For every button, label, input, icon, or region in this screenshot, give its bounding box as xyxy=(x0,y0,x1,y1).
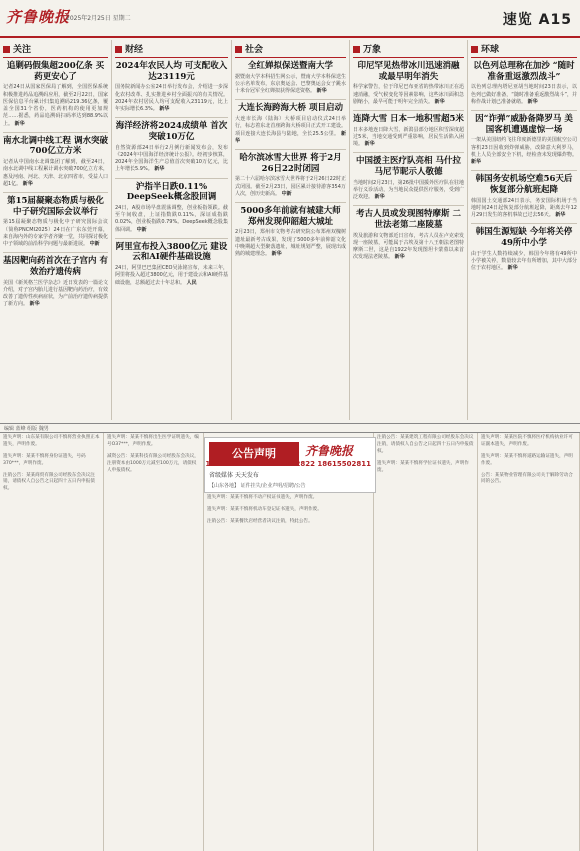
article-title: 印尼罕见热带冰川迅速消融 或最早明年消失 xyxy=(357,61,460,82)
notice-column-3 xyxy=(204,433,374,851)
article-divider xyxy=(471,110,577,111)
heading-marker-icon xyxy=(471,46,478,53)
article-text: 大连市长海（陆海）大桥项目启动仪式24日举行，标志着东北首座跨海大桥项目正式开工建设。项目连接大连长海县与陆地，全长25.5公里。 xyxy=(235,116,346,137)
article-text: 自然资源部24日举行2月例行新闻发布会，发布《2024年中国海洋经济统计公报》。经初步核算，2024年全国海洋生产总值首次突破10万亿元，比上年增长5.9%。 xyxy=(115,144,228,173)
article-source: 新华 xyxy=(527,98,538,105)
news-column-1 xyxy=(0,40,112,420)
article-divider xyxy=(353,110,464,111)
article-title: 以色列总理称在加沙 “随时准备重返激烈战斗” xyxy=(473,61,575,82)
news-column-2 xyxy=(112,40,232,420)
editor-band xyxy=(0,423,580,433)
article-source: 新华 xyxy=(29,301,40,308)
article-divider xyxy=(353,205,464,206)
article-source: 新华 xyxy=(555,212,566,218)
news-column-4 xyxy=(350,40,468,420)
article-divider xyxy=(3,132,108,133)
notice-column-1 xyxy=(0,433,104,851)
notice-item: 公告：某某物业管理有限公司关于解除劳动合同的公告。 xyxy=(481,472,573,485)
article-body xyxy=(115,205,228,234)
column-heading-text: 财经 xyxy=(125,45,144,55)
article xyxy=(115,242,228,287)
article-title: 连降大雪 日本一地积雪超5米 xyxy=(353,114,464,124)
column-heading-text: 环球 xyxy=(481,45,500,55)
article-title: 考古人员或发现图特摩斯 二世法老第二座陵墓 xyxy=(356,209,461,230)
article-title: 韩国务安机场空难56天后 恢复部分航班起降 xyxy=(475,174,573,195)
article-title: 全红婵拟保送暨南大学 xyxy=(247,61,333,71)
article-text: 以色列总理内塔尼亚胡当地时间23日表示，以色列已做好准备，“随时准备重返激烈战斗”，并称作战计划已准备就绪。 xyxy=(471,84,577,105)
article-source: 新华 xyxy=(22,180,33,187)
article-text: 由于学生人数持续减少，韩国今年将有49所中小学被关停，数量较去年有所增加，其中大部分位于农村地区。 xyxy=(471,250,577,271)
notice-item: 遗失声明：某某不慎将身份证遗失，号码370***，声明作废。 xyxy=(3,453,86,466)
column-heading xyxy=(3,40,108,58)
article xyxy=(235,61,346,95)
article xyxy=(3,196,108,248)
article xyxy=(3,256,108,308)
notice-section xyxy=(0,433,580,851)
notice-item: 遗失声明：某某不慎将不动产权证书遗失，声明作废。 xyxy=(207,495,318,500)
article-title: 哈尔滨冰雪大世界 将于2月26日22时闭园 xyxy=(239,153,342,174)
article-text: 一架从美国纽约飞往印度新德里的美国航空公司客机23日因收到炸弹威胁，改降意大利罗马，机上人员全部安全下机，经检查未发现爆炸物。 xyxy=(471,137,577,158)
section-label: 速览 A15 xyxy=(502,12,572,28)
article-body xyxy=(115,265,228,287)
notice-item: 遗失声明：某某不慎将出生医学证明遗失，编号O37***，声明作废。 xyxy=(107,435,199,447)
article-text: 据暨南大学本科招生网公示，暨南大学本科保送生公示名单发布，东京奥运会、巴黎奥运会女子跳水十米台冠军全红婵拟获得保送资格。 xyxy=(235,73,346,95)
article-text: 美国《新英格兰医学杂志》近日发表的一篇论文介绍，对子宫内胎儿进行基因靶向药治疗，有效改善了遗传性疾病症状，为产前治疗遗传病提供了新方向。 xyxy=(3,279,109,308)
article xyxy=(3,136,108,188)
article-title: 2024年农民人均 可支配收入达23119元 xyxy=(115,61,228,82)
article-text: 第15届凝聚态物质与极化中子研究国际会议（简称PNCMI2025）24日在广东东莞开幕，来自海内外的专家学者齐聚一堂，共同探讨极化中子领域的前沿科学问题与最新进展。 xyxy=(3,219,109,247)
column-heading xyxy=(471,40,577,58)
masthead xyxy=(0,0,580,38)
notice-banner xyxy=(204,437,376,493)
article-divider xyxy=(235,149,346,150)
notice-item: 注销公告：某某餐饮店经营者决议注销，特此公告。 xyxy=(207,518,313,524)
article xyxy=(115,61,228,113)
notice-item: 遗失声明：某某不慎将学位证书遗失，声明作废。 xyxy=(377,460,469,473)
article-source: 新华 xyxy=(154,166,165,173)
article-body xyxy=(353,233,464,262)
article-text: 2月23日，郑州市文物考古研究院公布郑州双槐树遗址最新考古成果，发现了5000多年前仰韶文化中晚期超大型聚落遗址，城址规划严整，展现出成熟的城建理念。 xyxy=(235,229,346,257)
article-divider xyxy=(235,99,346,100)
article-body xyxy=(115,145,228,174)
article-body xyxy=(353,180,464,202)
article-title: 第15届凝聚态物质与极化 中子研究国际会议举行 xyxy=(7,196,104,217)
article-title: 沪指半日跌0.11% DeepSeek概念股回调 xyxy=(126,181,217,203)
article xyxy=(235,153,346,198)
article-divider xyxy=(353,152,464,153)
article-divider xyxy=(471,223,577,224)
article-body xyxy=(235,176,346,198)
article xyxy=(3,61,108,128)
article-source: 新华 xyxy=(14,120,25,127)
article-source: 中新 xyxy=(281,190,292,197)
article-source: 新华 xyxy=(159,106,170,112)
article-body xyxy=(235,74,346,96)
notice-item: 减资公告：某某科技有限公司经股东会决议，注册资本由1000万元减至100万元，请债权人申报债权。 xyxy=(107,453,199,473)
news-column-5 xyxy=(468,40,580,420)
article-body xyxy=(115,84,228,113)
notice-banner-phone: 18615502833 18615502822 18615502811 xyxy=(205,460,371,468)
news-columns xyxy=(0,40,580,420)
article-source: 中新 xyxy=(136,226,147,233)
article-source: 新华 xyxy=(374,194,385,201)
article-title: 因“诈弹”威胁备降罗马 美国客机遭遇虚惊一场 xyxy=(475,114,573,135)
notice-banner-logo: 齐鲁晚报 xyxy=(305,444,354,458)
article-text: 当地时间2月23日，第26批中国援外医疗队在驻地举行义诊活动，为当地民众提供医疗服务，受到广泛欢迎。 xyxy=(353,179,464,201)
article xyxy=(235,103,346,145)
article xyxy=(471,227,577,272)
article-source: 新华 xyxy=(394,254,405,261)
article-body xyxy=(471,84,577,106)
article-text: 日本多地连日降大雪，新潟县部分地区积雪深度超过5米，当地交通受到严重影响，居民生活陷入困境。 xyxy=(353,126,464,148)
article-divider xyxy=(235,202,346,203)
article-divider xyxy=(3,252,108,253)
article-title: 5000多年前就有城建大师 郑州发现仰韶超大城址 xyxy=(240,206,341,227)
article-body xyxy=(353,127,464,149)
column-heading-text: 关注 xyxy=(13,45,32,55)
notice-column-4 xyxy=(374,433,478,851)
heading-marker-icon xyxy=(115,46,122,53)
article-body xyxy=(3,159,108,188)
article-body xyxy=(3,219,108,248)
article xyxy=(115,182,228,234)
article-body xyxy=(471,137,577,166)
notice-banner-title: 公告声明 xyxy=(209,442,299,466)
article-text: 韩国国土交通部24日表示，务安国际机场于当地时间24日起恢复部分航班起降，距离去年12月29日发生的客机事故已过去56天。 xyxy=(471,197,577,218)
column-heading-text: 万象 xyxy=(363,45,382,55)
article xyxy=(471,174,577,219)
notice-item: 遗失声明：某某医院不慎将医疗机构执业许可证副本遗失，声明作废。 xyxy=(481,435,573,447)
article-source: 中新 xyxy=(89,241,100,247)
article-text: 记者24日从国家医保局了解到，全国医保系统积极推进药品追溯码应用，截至2月22日，国家医保信息平台累计归集追溯码219.36亿条，覆盖全国31个省份，医药机构的使用更加规范……据悉，药品追溯码扫码率达到88.9%以上。 xyxy=(3,84,108,127)
article xyxy=(235,206,346,258)
article-divider xyxy=(3,192,108,193)
article xyxy=(353,61,464,106)
issue-date: 2025年2月25日 星期二 xyxy=(66,15,131,22)
article xyxy=(471,114,577,166)
article-title: 中国援主医疗队亮相 马什拉马尼节昵示人敬德 xyxy=(356,156,461,177)
column-heading xyxy=(235,40,346,58)
article-text: 国务院新闻办公室24日举行发布会，介绍进一步深化农村改革、扎实推进乡村全面振兴的有关情况。2024年农村居民人均可支配收入23119元，比上年实际增长6.3%。 xyxy=(115,84,228,112)
article-divider xyxy=(115,178,228,179)
article-title: 阿里宣布投入3800亿元 建设云和AI硬件基础设施 xyxy=(115,241,228,263)
heading-marker-icon xyxy=(353,46,360,53)
article-divider xyxy=(115,238,228,239)
article-body xyxy=(3,280,108,309)
article-source: 新华 xyxy=(507,265,518,271)
notice-banner-tags: 省级媒体 天天发布 xyxy=(209,472,259,479)
article-title: 南水北调中线工程 调水突破700亿立方米 xyxy=(3,135,108,157)
notice-column-2 xyxy=(104,433,204,851)
article xyxy=(353,156,464,201)
article-divider xyxy=(115,117,228,118)
article-body xyxy=(471,251,577,273)
notice-item: 遗失声明：山东某有限公司不慎将营业执照正本遗失，声明作废。 xyxy=(3,435,100,447)
column-heading xyxy=(115,40,228,58)
notice-column-5 xyxy=(478,433,580,851)
article-body xyxy=(353,84,464,106)
article-source: 新华 xyxy=(434,98,445,105)
article xyxy=(353,209,464,261)
article-title: 追剿码假集超200亿条 买药更安心了 xyxy=(6,61,105,82)
notice-banner-footer: 【山东各地】 证件挂失/企业声明/招聘/公告 xyxy=(209,483,306,489)
news-column-3 xyxy=(232,40,350,420)
article-source: 新华 xyxy=(271,251,282,257)
article-source: 人民 xyxy=(186,279,197,286)
article-text: 24日，阿里巴巴集团CEO吴泳铭宣布，未来三年，阿里将投入超过3800亿元，用于建设云和AI硬件基础设施，总额超过去十年总和。 xyxy=(115,265,228,286)
notice-item: 遗失声明：某某不慎将道路运输证遗失，声明作废。 xyxy=(481,453,573,466)
article xyxy=(471,61,577,106)
newspaper-logo: 齐鲁晚报 xyxy=(6,8,71,26)
article-divider xyxy=(471,170,577,171)
article xyxy=(353,114,464,148)
article-body xyxy=(3,84,108,128)
heading-marker-icon xyxy=(3,46,10,53)
article-source: 新华 xyxy=(471,159,482,165)
article-source: 新华 xyxy=(364,141,375,148)
article-title: 韩国生源短缺 今年将关停49所中小学 xyxy=(475,227,573,248)
article-title: 大连长海跨海大桥 项目启动 xyxy=(238,103,343,114)
article-text: 科学家警告，位于印尼巴布亚省的热带冰川正在迅速消融，受气候变化等因素影响，这些冰川面积急剧缩小，最早可能于明年完全消失。 xyxy=(353,84,464,105)
article-text: 第二十六届哈尔滨冰雪大世界将于2月26日22时正式闭园。截至2月23日，园区累计接待游客354万人次，创历史新高。 xyxy=(235,176,346,197)
notice-item: 遗失声明：某某不慎将机动车登记证书遗失，声明作废。 xyxy=(207,506,322,512)
article-text: 24日，A股市场早盘震荡调整，创业板指领跌。截至午间收盘，上证指数跌0.11%，深证成指跌0.02%，创业板指跌0.79%。DeepSeek概念股集体回调。 xyxy=(115,204,228,233)
article-body xyxy=(471,198,577,220)
article-body xyxy=(235,229,346,258)
heading-marker-icon xyxy=(235,46,242,53)
article-title: 基因靶向药首次在子宫内 有效治疗遗传病 xyxy=(3,256,108,277)
article xyxy=(115,121,228,173)
column-heading-text: 社会 xyxy=(245,45,264,55)
article-source: 新华 xyxy=(235,130,347,144)
notice-item: 注销公告：某某建筑工程有限公司经股东会决议注销，请债权人自公告之日起四十五日内申报债权。 xyxy=(377,435,474,454)
editor-credits: 编辑 蓝峰 组版 魏男 xyxy=(4,426,49,432)
article-source: 新华 xyxy=(316,88,327,95)
article-title: 海洋经济将2024成绩单 首次突破10万亿 xyxy=(115,121,228,142)
article-text: 埃及旅游和文物部近日宣布，考古人员在卢克索发现一座陵墓，可能属于古埃及第十八王朝法老图特摩斯二世，这是自1922年发现图坦卡蒙墓以来首次发现法老陵墓。 xyxy=(353,232,464,261)
column-heading xyxy=(353,40,464,58)
article-body xyxy=(235,116,346,145)
article-text: 记者从中国南水北调集团了解到，截至24日，南水北调中线工程累计调水突破700亿立方米，惠及河南、河北、天津、北京四省市，受益人口超1亿。 xyxy=(3,159,109,187)
notice-item: 注销公告：某某商贸有限公司经股东会决议注销，请债权人自公告之日起四十五日内申报债权。 xyxy=(3,472,95,492)
